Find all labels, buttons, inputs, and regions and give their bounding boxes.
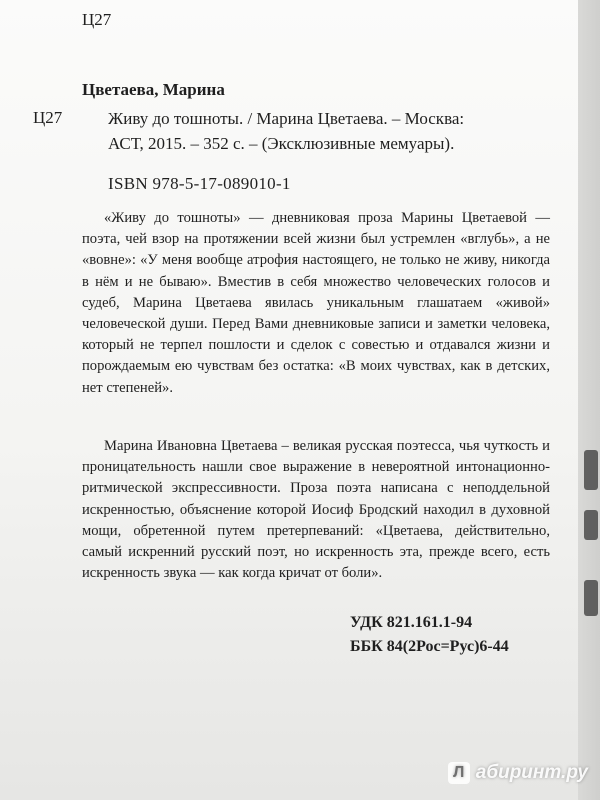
adjacent-page-edge: [578, 0, 600, 800]
author-heading: Цветаева, Марина: [82, 80, 225, 99]
adjacent-page-text-fragment: [584, 510, 598, 540]
classification-code-top: Ц27: [82, 10, 112, 29]
labirint-logo-icon: Л: [448, 762, 470, 784]
labirint-watermark: [448, 762, 588, 784]
adjacent-page-text-fragment: [584, 580, 598, 616]
isbn: ISBN 978-5-17-089010-1: [108, 174, 291, 193]
classification-code-left: Ц27: [33, 108, 63, 127]
watermark-text: абиринт.ру: [475, 762, 588, 783]
bbk-code: ББК 84(2Рос=Рус)6-44: [350, 638, 509, 655]
bibliographic-line-title: Живу до тошноты. / Марина Цветаева. – Москва:: [108, 109, 465, 128]
udk-code: УДК 821.161.1-94: [350, 614, 473, 631]
bibliographic-description: [108, 106, 568, 156]
annotation-paragraph: «Живу до тошноты» — дневниковая проза Марины Цветаевой — поэта, чей взор на протяжении всей жизни был устремлен «вглубь», а не «вовне»: «У меня вообще атрофия настоящего, не только не живу, никогда в нём и не бываю». Вместив в себя множество человеческих голосов и судеб, Марина Цветаева явилась уникальным глашатаем «живой» человеческой души. Перед Вами дневниковые записи и заметки человека, который не терпел пошлости и сделок с совестью и отдавался жизни и порождаемым ею чувствам без остатка: «В моих чувствах, как в детских, нет степеней».: [82, 210, 550, 396]
annotation-paragraph: Марина Ивановна Цветаева – великая русская поэтесса, чья чуткость и проницательность нашли свое выражение в невероятной интонационно-ритмической экспрессивности. Проза поэта написана с неподдельной искренностью, объяснение которой Иосиф Бродский находил в духовной мощи, обретенной путем претерпеваний: «Цветаева, действительно, самый искренний русский поэт, но искренность эта, прежде всего, есть искренность звука — как когда кричат от боли».: [82, 438, 550, 582]
bibliographic-line-publisher: АСТ, 2015. – 352 с. – (Эксклюзивные мемуары).: [108, 134, 455, 153]
adjacent-page-text-fragment: [584, 450, 598, 490]
